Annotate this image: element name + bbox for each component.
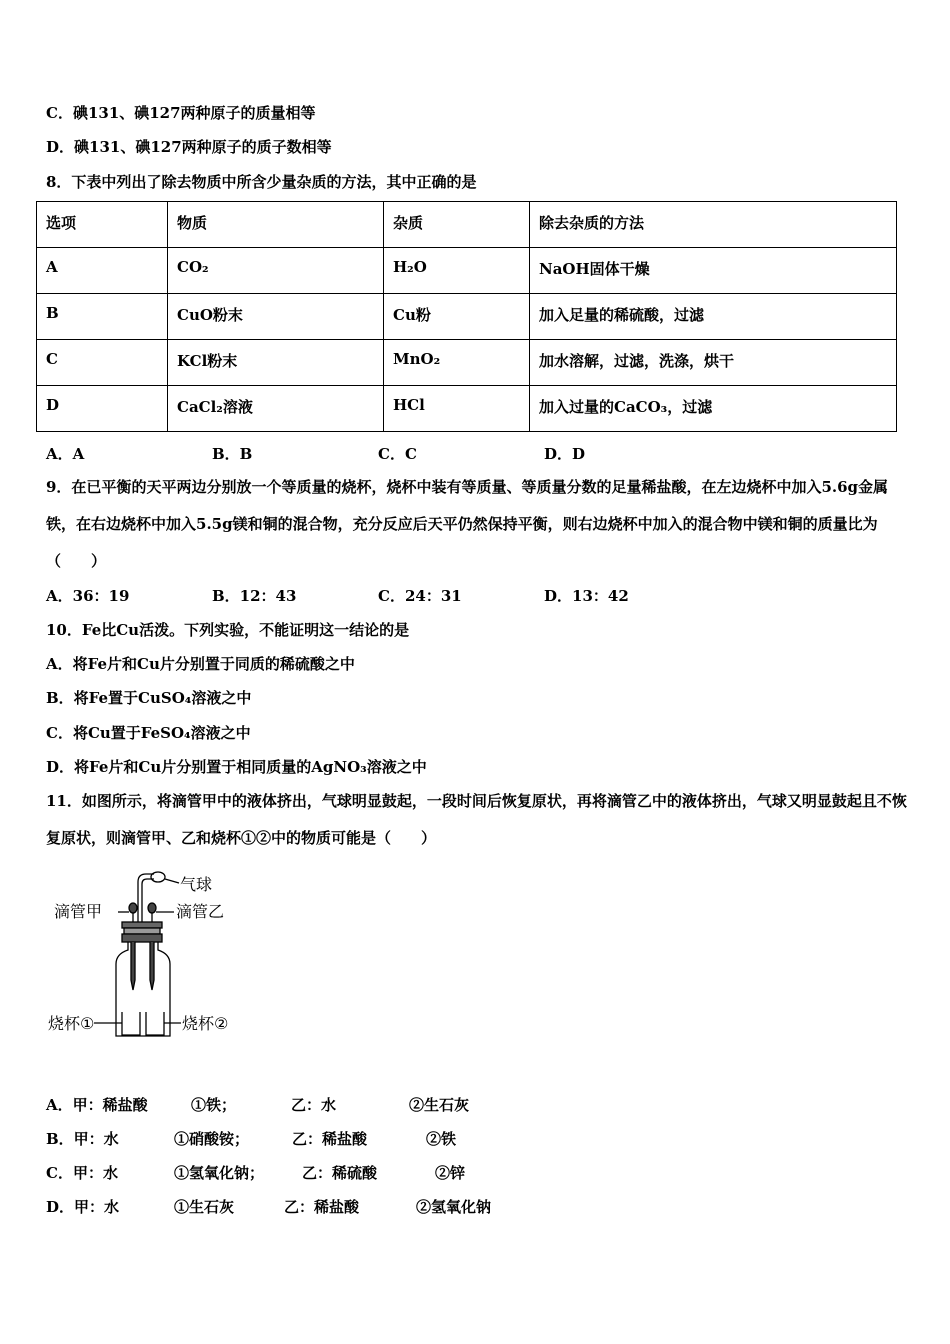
row-impurity: HCl	[384, 386, 530, 432]
q11-d-part1: D．甲：水	[46, 1198, 120, 1216]
bottle	[116, 942, 170, 1036]
q11-stem: 11．如图所示，将滴管甲中的液体挤出，气球明显鼓起，一段时间后恢复原状，再将滴管乙中的液体挤出，气球又明显鼓起且不恢复原状，则滴管甲、乙和烧杯①②中的物质可能是（ ）	[46, 792, 907, 847]
row-substance: CuO粉末	[168, 294, 384, 340]
q9-stem: 9．在已平衡的天平两边分别放一个等质量的烧杯，烧杯中装有等质量、等质量分数的足量稀盐酸，在左边烧杯中加入5.6g金属铁，在右边烧杯中加入5.5g镁和铜的混合物，充分反应后天平仍然保持平衡，则右边烧杯中加入的混合物中镁和铜的质量比为（ ）	[46, 478, 889, 570]
q7-option-c: C．碘131、碘127两种原子的质量相等	[46, 104, 316, 122]
q10-stem: 10．Fe比Cu活泼。下列实验，不能证明这一结论的是	[46, 621, 410, 639]
q7-option-d: D．碘131、碘127两种原子的质子数相等	[46, 138, 332, 156]
q11-d-part3: 乙：稀盐酸	[284, 1198, 360, 1216]
q11-c-part1: C．甲：水	[46, 1164, 118, 1182]
q10-option-c: C．将Cu置于FeSO₄溶液之中	[46, 724, 251, 742]
q11-option-a	[46, 1095, 469, 1115]
q8-answer-c: C．C	[378, 445, 417, 463]
row-option: C	[37, 340, 168, 386]
dropper-b-bulb	[148, 903, 156, 913]
table-row	[37, 248, 897, 294]
q9-answers	[46, 586, 629, 606]
header-option: 选项	[37, 202, 168, 248]
q11-b-part2: ①硝酸铵；	[174, 1130, 250, 1148]
q9-answer-d: D．13：42	[544, 587, 629, 605]
q11-a-part3: 乙：水	[291, 1096, 337, 1114]
row-method: 加入过量的CaCO₃，过滤	[530, 386, 897, 432]
label-dropper-a: 滴管甲	[54, 902, 103, 921]
q11-b-part4: ②铁	[426, 1130, 457, 1148]
label-dropper-b: 滴管乙	[176, 902, 225, 921]
q9-answer-a: A．36：19	[46, 587, 130, 605]
table-row	[37, 386, 897, 432]
label-beaker-1: 烧杯①	[48, 1014, 95, 1033]
balloon	[151, 872, 165, 882]
q11-option-b	[46, 1129, 456, 1149]
label-balloon: 气球	[180, 875, 213, 894]
apparatus-diagram	[46, 870, 246, 1045]
header-substance: 物质	[168, 202, 384, 248]
q8-answer-d: D．D	[544, 445, 586, 463]
q8-answer-a: A．A	[46, 445, 85, 463]
table-row	[37, 340, 897, 386]
q11-d-part4: ②氢氧化钠	[416, 1198, 492, 1216]
q10-option-d: D．将Fe片和Cu片分别置于相同质量的AgNO₃溶液之中	[46, 758, 427, 776]
beaker-2	[146, 1012, 164, 1035]
dropper-a-bulb	[129, 903, 137, 913]
label-beaker-2: 烧杯②	[182, 1014, 229, 1033]
q9-answer-b: B．12：43	[212, 587, 297, 605]
q11-b-part3: 乙：稀盐酸	[292, 1130, 368, 1148]
row-substance: CaCl₂溶液	[168, 386, 384, 432]
beaker-1	[122, 1012, 140, 1035]
q8-answers	[46, 444, 585, 464]
q10-option-a: A．将Fe片和Cu片分别置于同质的稀硫酸之中	[46, 655, 355, 673]
row-impurity: H₂O	[384, 248, 530, 294]
q10-option-b: B．将Fe置于CuSO₄溶液之中	[46, 689, 252, 707]
row-option: D	[37, 386, 168, 432]
q11-a-part2: ①铁；	[191, 1096, 237, 1114]
q11-d-part2: ①生石灰	[174, 1198, 235, 1216]
row-impurity: MnO₂	[384, 340, 530, 386]
header-impurity: 杂质	[384, 202, 530, 248]
apparatus-figure	[46, 870, 246, 1045]
row-option: B	[37, 294, 168, 340]
row-substance: CO₂	[168, 248, 384, 294]
q11-a-part1: A．甲：稀盐酸	[46, 1096, 148, 1114]
q11-option-d	[46, 1197, 491, 1217]
q9-answer-c: C．24：31	[378, 587, 462, 605]
q8-table	[36, 201, 897, 432]
q11-c-part4: ②锌	[435, 1164, 466, 1182]
table-header-row	[37, 202, 897, 248]
q11-option-c	[46, 1163, 465, 1183]
q11-a-part4: ②生石灰	[409, 1096, 470, 1114]
row-impurity: Cu粉	[384, 294, 530, 340]
table-row	[37, 294, 897, 340]
header-method: 除去杂质的方法	[530, 202, 897, 248]
q8-answer-b: B．B	[212, 445, 253, 463]
row-substance: KCl粉末	[168, 340, 384, 386]
row-method: 加水溶解，过滤，洗涤，烘干	[530, 340, 897, 386]
row-method: NaOH固体干燥	[530, 248, 897, 294]
q8-stem: 8．下表中列出了除去物质中所含少量杂质的方法，其中正确的是	[46, 173, 477, 191]
row-method: 加入足量的稀硫酸，过滤	[530, 294, 897, 340]
row-option: A	[37, 248, 168, 294]
q11-c-part2: ①氢氧化钠；	[174, 1164, 265, 1182]
stopper	[122, 934, 162, 942]
q11-c-part3: 乙：稀硫酸	[302, 1164, 378, 1182]
q11-b-part1: B．甲：水	[46, 1130, 119, 1148]
